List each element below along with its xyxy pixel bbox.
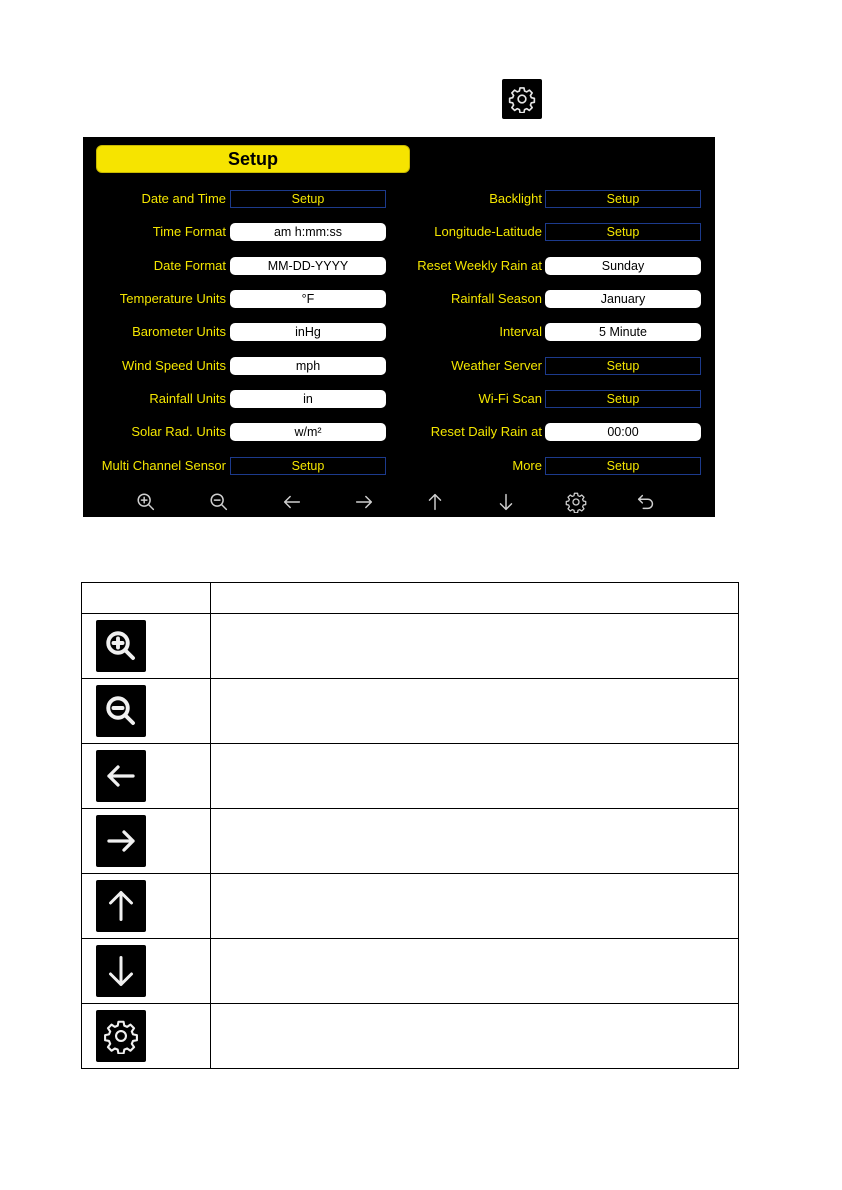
label-date-and-time: Date and Time	[141, 191, 226, 206]
rainfall-season-field[interactable]: January	[545, 290, 701, 308]
wind-speed-units-field[interactable]: mph	[230, 357, 386, 375]
gear-icon[interactable]	[564, 490, 588, 514]
arrow-right-icon	[96, 815, 146, 867]
description-cell	[211, 744, 739, 809]
setup-screen	[83, 137, 715, 517]
reset-weekly-rain-field[interactable]: Sunday	[545, 257, 701, 275]
arrow-left-icon[interactable]	[280, 490, 304, 514]
zoom-out-icon	[96, 685, 146, 737]
arrow-up-icon	[96, 880, 146, 932]
zoom-in-icon	[96, 620, 146, 672]
gear-icon	[502, 79, 542, 119]
barometer-units-field[interactable]: inHg	[230, 323, 386, 341]
page-title: Setup	[96, 145, 410, 173]
description-cell	[211, 874, 739, 939]
icon-legend-table	[81, 582, 739, 1069]
zoom-out-icon[interactable]	[207, 490, 231, 514]
table-row	[82, 744, 739, 809]
zoom-in-icon[interactable]	[134, 490, 158, 514]
more-setup-button[interactable]: Setup	[545, 457, 701, 475]
table-row	[82, 809, 739, 874]
arrow-down-icon	[96, 945, 146, 997]
label-rainfall-units: Rainfall Units	[149, 391, 226, 406]
table-header-row	[82, 583, 739, 614]
date-format-field[interactable]: MM-DD-YYYY	[230, 257, 386, 275]
label-backlight: Backlight	[489, 191, 542, 206]
label-interval: Interval	[499, 324, 542, 339]
multi-channel-sensor-setup-button[interactable]: Setup	[230, 457, 386, 475]
rainfall-units-field[interactable]: in	[230, 390, 386, 408]
table-row	[82, 939, 739, 1004]
gear-icon	[96, 1010, 146, 1062]
label-wifi-scan: Wi-Fi Scan	[478, 391, 542, 406]
backlight-setup-button[interactable]: Setup	[545, 190, 701, 208]
arrow-right-icon[interactable]	[352, 490, 376, 514]
weather-server-setup-button[interactable]: Setup	[545, 357, 701, 375]
label-temperature-units: Temperature Units	[119, 291, 226, 306]
table-row	[82, 874, 739, 939]
header-description-cell	[211, 583, 739, 614]
description-cell	[211, 679, 739, 744]
label-more: More	[512, 458, 542, 473]
label-barometer-units: Barometer Units	[132, 324, 226, 339]
interval-field[interactable]: 5 Minute	[545, 323, 701, 341]
nav-bar	[83, 487, 715, 517]
label-longitude-latitude: Longitude-Latitude	[434, 224, 542, 239]
table-row	[82, 614, 739, 679]
label-reset-weekly-rain: Reset Weekly Rain at	[417, 258, 542, 273]
reset-daily-rain-field[interactable]: 00:00	[545, 423, 701, 441]
label-weather-server: Weather Server	[451, 358, 542, 373]
label-multi-channel-sensor: Multi Channel Sensor	[101, 458, 226, 473]
return-icon[interactable]	[634, 490, 658, 514]
description-cell	[211, 614, 739, 679]
longitude-latitude-setup-button[interactable]: Setup	[545, 223, 701, 241]
date-and-time-setup-button[interactable]: Setup	[230, 190, 386, 208]
arrow-left-icon	[96, 750, 146, 802]
description-cell	[211, 809, 739, 874]
label-time-format: Time Format	[152, 224, 226, 239]
label-rainfall-season: Rainfall Season	[450, 291, 542, 306]
label-wind-speed-units: Wind Speed Units	[121, 358, 226, 373]
solar-rad-units-field[interactable]: w/m²	[230, 423, 386, 441]
arrow-down-icon[interactable]	[494, 490, 518, 514]
temperature-units-field[interactable]: °F	[230, 290, 386, 308]
header-icon-cell	[82, 583, 211, 614]
time-format-field[interactable]: am h:mm:ss	[230, 223, 386, 241]
description-cell	[211, 939, 739, 1004]
table-row	[82, 679, 739, 744]
label-date-format: Date Format	[153, 258, 226, 273]
description-cell	[211, 1004, 739, 1069]
arrow-up-icon[interactable]	[423, 490, 447, 514]
wifi-scan-setup-button[interactable]: Setup	[545, 390, 701, 408]
label-reset-daily-rain: Reset Daily Rain at	[430, 424, 542, 439]
table-row	[82, 1004, 739, 1069]
label-solar-rad-units: Solar Rad. Units	[131, 424, 226, 439]
